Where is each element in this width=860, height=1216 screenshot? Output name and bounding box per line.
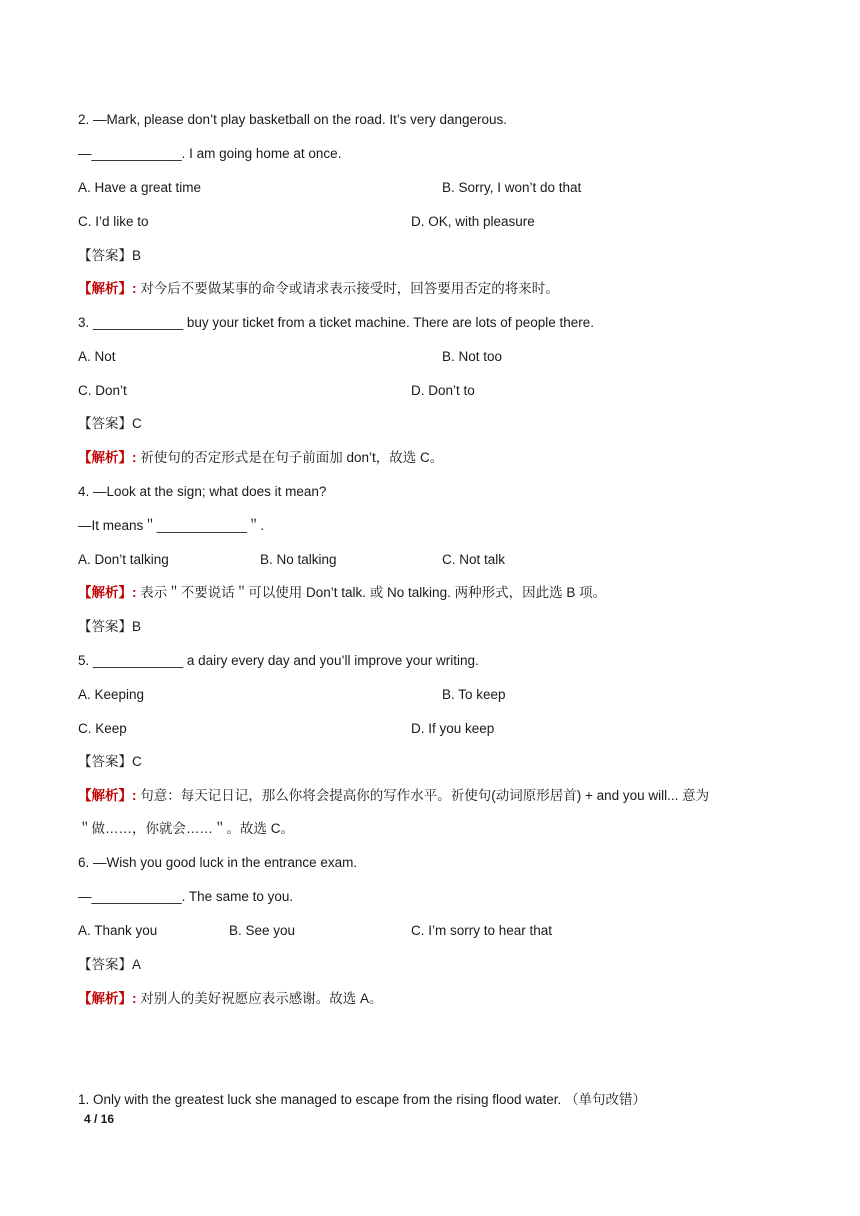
q6-analysis-label: 【解析】: xyxy=(78,991,137,1006)
page-number: 4 / 16 xyxy=(84,1112,115,1126)
q2-option-c: C. I’d like to xyxy=(78,214,149,229)
q2-answer: 【答案】B xyxy=(78,248,142,263)
q2-analysis-row xyxy=(78,280,559,298)
q4-analysis-row xyxy=(78,584,606,602)
q5-option-d: D. If you keep xyxy=(411,721,495,736)
q6-option-b: B. See you xyxy=(229,923,296,938)
q5-analysis-row xyxy=(78,787,709,805)
q4-stem: 4. —Look at the sign; what does it mean? xyxy=(78,484,327,499)
q2-analysis-label: 【解析】: xyxy=(78,281,137,296)
q3-analysis-row xyxy=(78,449,443,467)
q4-option-b: B. No talking xyxy=(260,552,337,567)
q2-analysis: 对今后不要做某事的命令或请求表示接受时，回答要用否定的将来时。 xyxy=(140,281,559,296)
q5-option-a: A. Keeping xyxy=(78,687,145,702)
q5-option-c: C. Keep xyxy=(78,721,127,736)
q4-analysis-label: 【解析】: xyxy=(78,585,137,600)
q2-stem: 2. —Mark, please don’t play basketball on the road. It’s very dangerous. xyxy=(78,112,507,127)
q3-analysis: 祈使句的否定形式是在句子前面加 don’t，故选 C。 xyxy=(140,450,444,465)
q2-option-a: A. Have a great time xyxy=(78,180,202,195)
q6-answer: 【答案】A xyxy=(78,957,142,972)
q4-answer: 【答案】B xyxy=(78,619,142,634)
q3-stem: 3. ____________ buy your ticket from a ticket machine. There are lots of people there. xyxy=(78,315,595,330)
q6-option-a: A. Thank you xyxy=(78,923,158,938)
q6-analysis: 对别人的美好祝愿应表示感谢。故选 A。 xyxy=(140,991,383,1006)
q3-answer: 【答案】C xyxy=(78,416,142,431)
q6-stem: 6. —Wish you good luck in the entrance exam. xyxy=(78,855,358,870)
q4-option-c: C. Not talk xyxy=(442,552,506,567)
q3-option-c: C. Don’t xyxy=(78,383,127,398)
q3-option-a: A. Not xyxy=(78,349,116,364)
next-question-stem: 1. Only with the greatest luck she managed to escape from the rising flood water. （单句改错） xyxy=(78,1092,647,1107)
q5-stem: 5. ____________ a dairy every day and you’ll improve your writing. xyxy=(78,653,479,668)
q6-reply: —____________. The same to you. xyxy=(78,889,294,904)
q5-option-b: B. To keep xyxy=(442,687,506,702)
q4-analysis: 表示＂不要说话＂可以使用 Don’t talk. 或 No talking. 两种形式，因此选 B 项。 xyxy=(140,585,607,600)
q4-reply: —It means＂____________＂. xyxy=(78,518,265,533)
q5-analysis: 句意：每天记日记，那么你将会提高你的写作水平。祈使句(动词原形居首) + and you will... 意为 xyxy=(140,788,710,803)
q3-option-b: B. Not too xyxy=(442,349,503,364)
q2-option-b: B. Sorry, I won’t do that xyxy=(442,180,582,195)
q4-option-a: A. Don’t talking xyxy=(78,552,169,567)
q6-analysis-row xyxy=(78,990,383,1008)
q2-reply: —____________. I am going home at once. xyxy=(78,146,342,161)
q5-analysis-label: 【解析】: xyxy=(78,788,137,803)
q5-answer: 【答案】C xyxy=(78,754,142,769)
q3-analysis-label: 【解析】: xyxy=(78,450,137,465)
q2-option-d: D. OK, with pleasure xyxy=(411,214,535,229)
q6-option-c: C. I’m sorry to hear that xyxy=(411,923,553,938)
q5-analysis-continued: ＂做……，你就会……＂。故选 C。 xyxy=(78,821,294,836)
q3-option-d: D. Don’t to xyxy=(411,383,475,398)
